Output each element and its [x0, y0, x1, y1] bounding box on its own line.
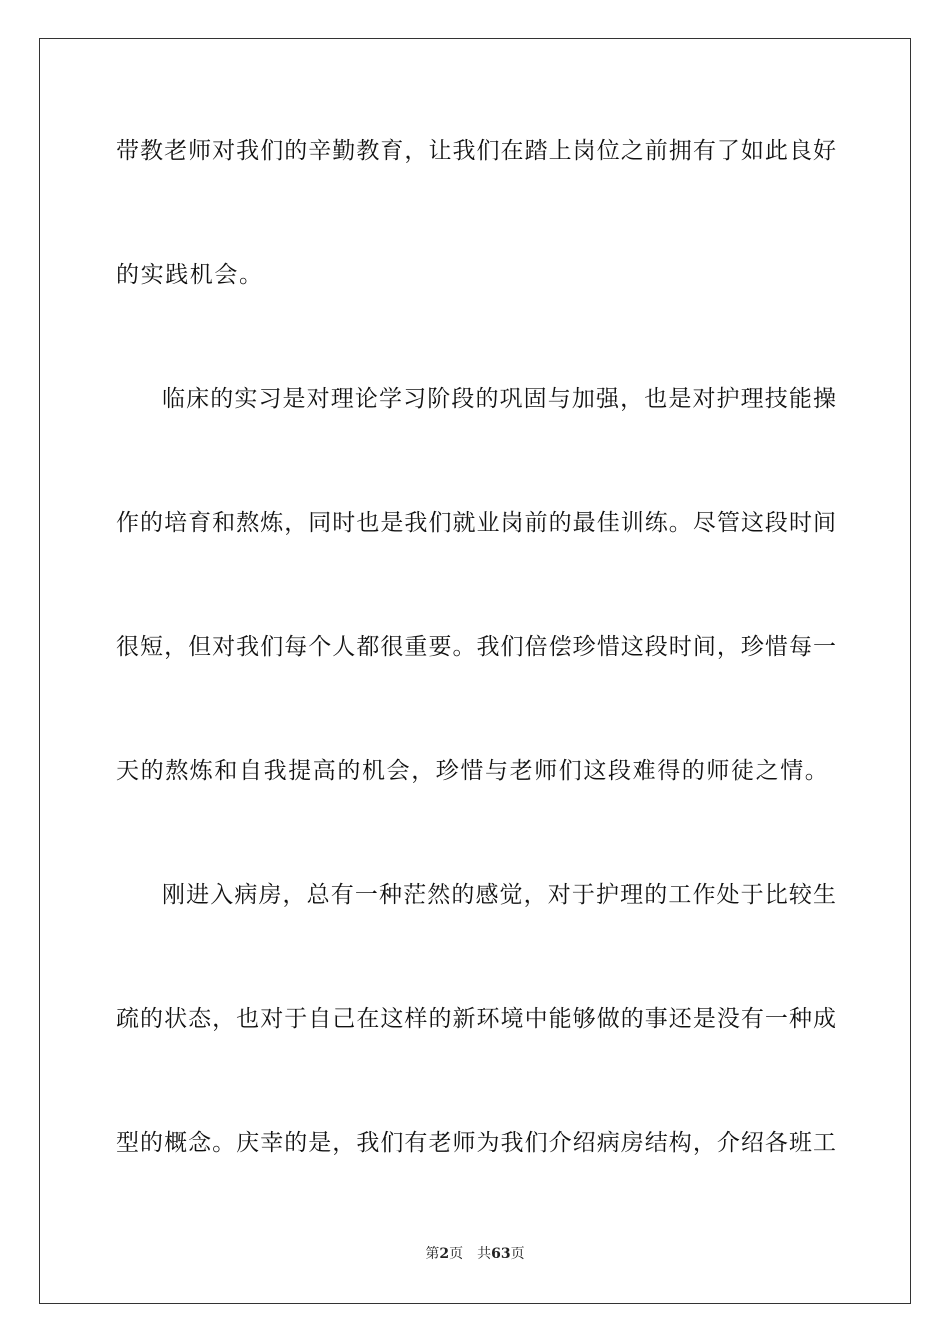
footer-page-suffix: 页	[449, 1246, 464, 1262]
paragraph-line-8: 疏的状态，也对于自己在这样的新环境中能够做的事还是没有一种成	[116, 1006, 836, 1032]
paragraph-line-6: 天的熬炼和自我提高的机会，珍惜与老师们这段难得的师徒之情。	[116, 758, 830, 784]
footer-page-prefix: 第	[425, 1246, 440, 1262]
paragraph-line-5: 很短，但对我们每个人都很重要。我们倍偿珍惜这段时间，珍惜每一	[116, 634, 836, 660]
footer-total-suffix: 页	[510, 1246, 525, 1262]
paragraph-line-9: 型的概念。庆幸的是，我们有老师为我们介绍病房结构，介绍各班工	[116, 1130, 836, 1156]
paragraph-line-3: 临床的实习是对理论学习阶段的巩固与加强，也是对护理技能操	[162, 386, 836, 412]
paragraph-line-4: 作的培育和熬炼，同时也是我们就业岗前的最佳训练。尽管这段时间	[116, 510, 836, 536]
footer-total-prefix: 共	[477, 1246, 492, 1262]
page-footer	[0, 1245, 950, 1263]
footer-page-number: 2	[439, 1246, 450, 1262]
paragraph-line-2: 的实践机会。	[116, 262, 264, 288]
paragraph-line-1: 带教老师对我们的辛勤教育，让我们在踏上岗位之前拥有了如此良好	[116, 138, 836, 164]
page-border	[39, 38, 911, 1304]
footer-total-number: 63	[491, 1246, 511, 1262]
paragraph-line-7: 刚进入病房，总有一种茫然的感觉，对于护理的工作处于比较生	[162, 882, 836, 908]
